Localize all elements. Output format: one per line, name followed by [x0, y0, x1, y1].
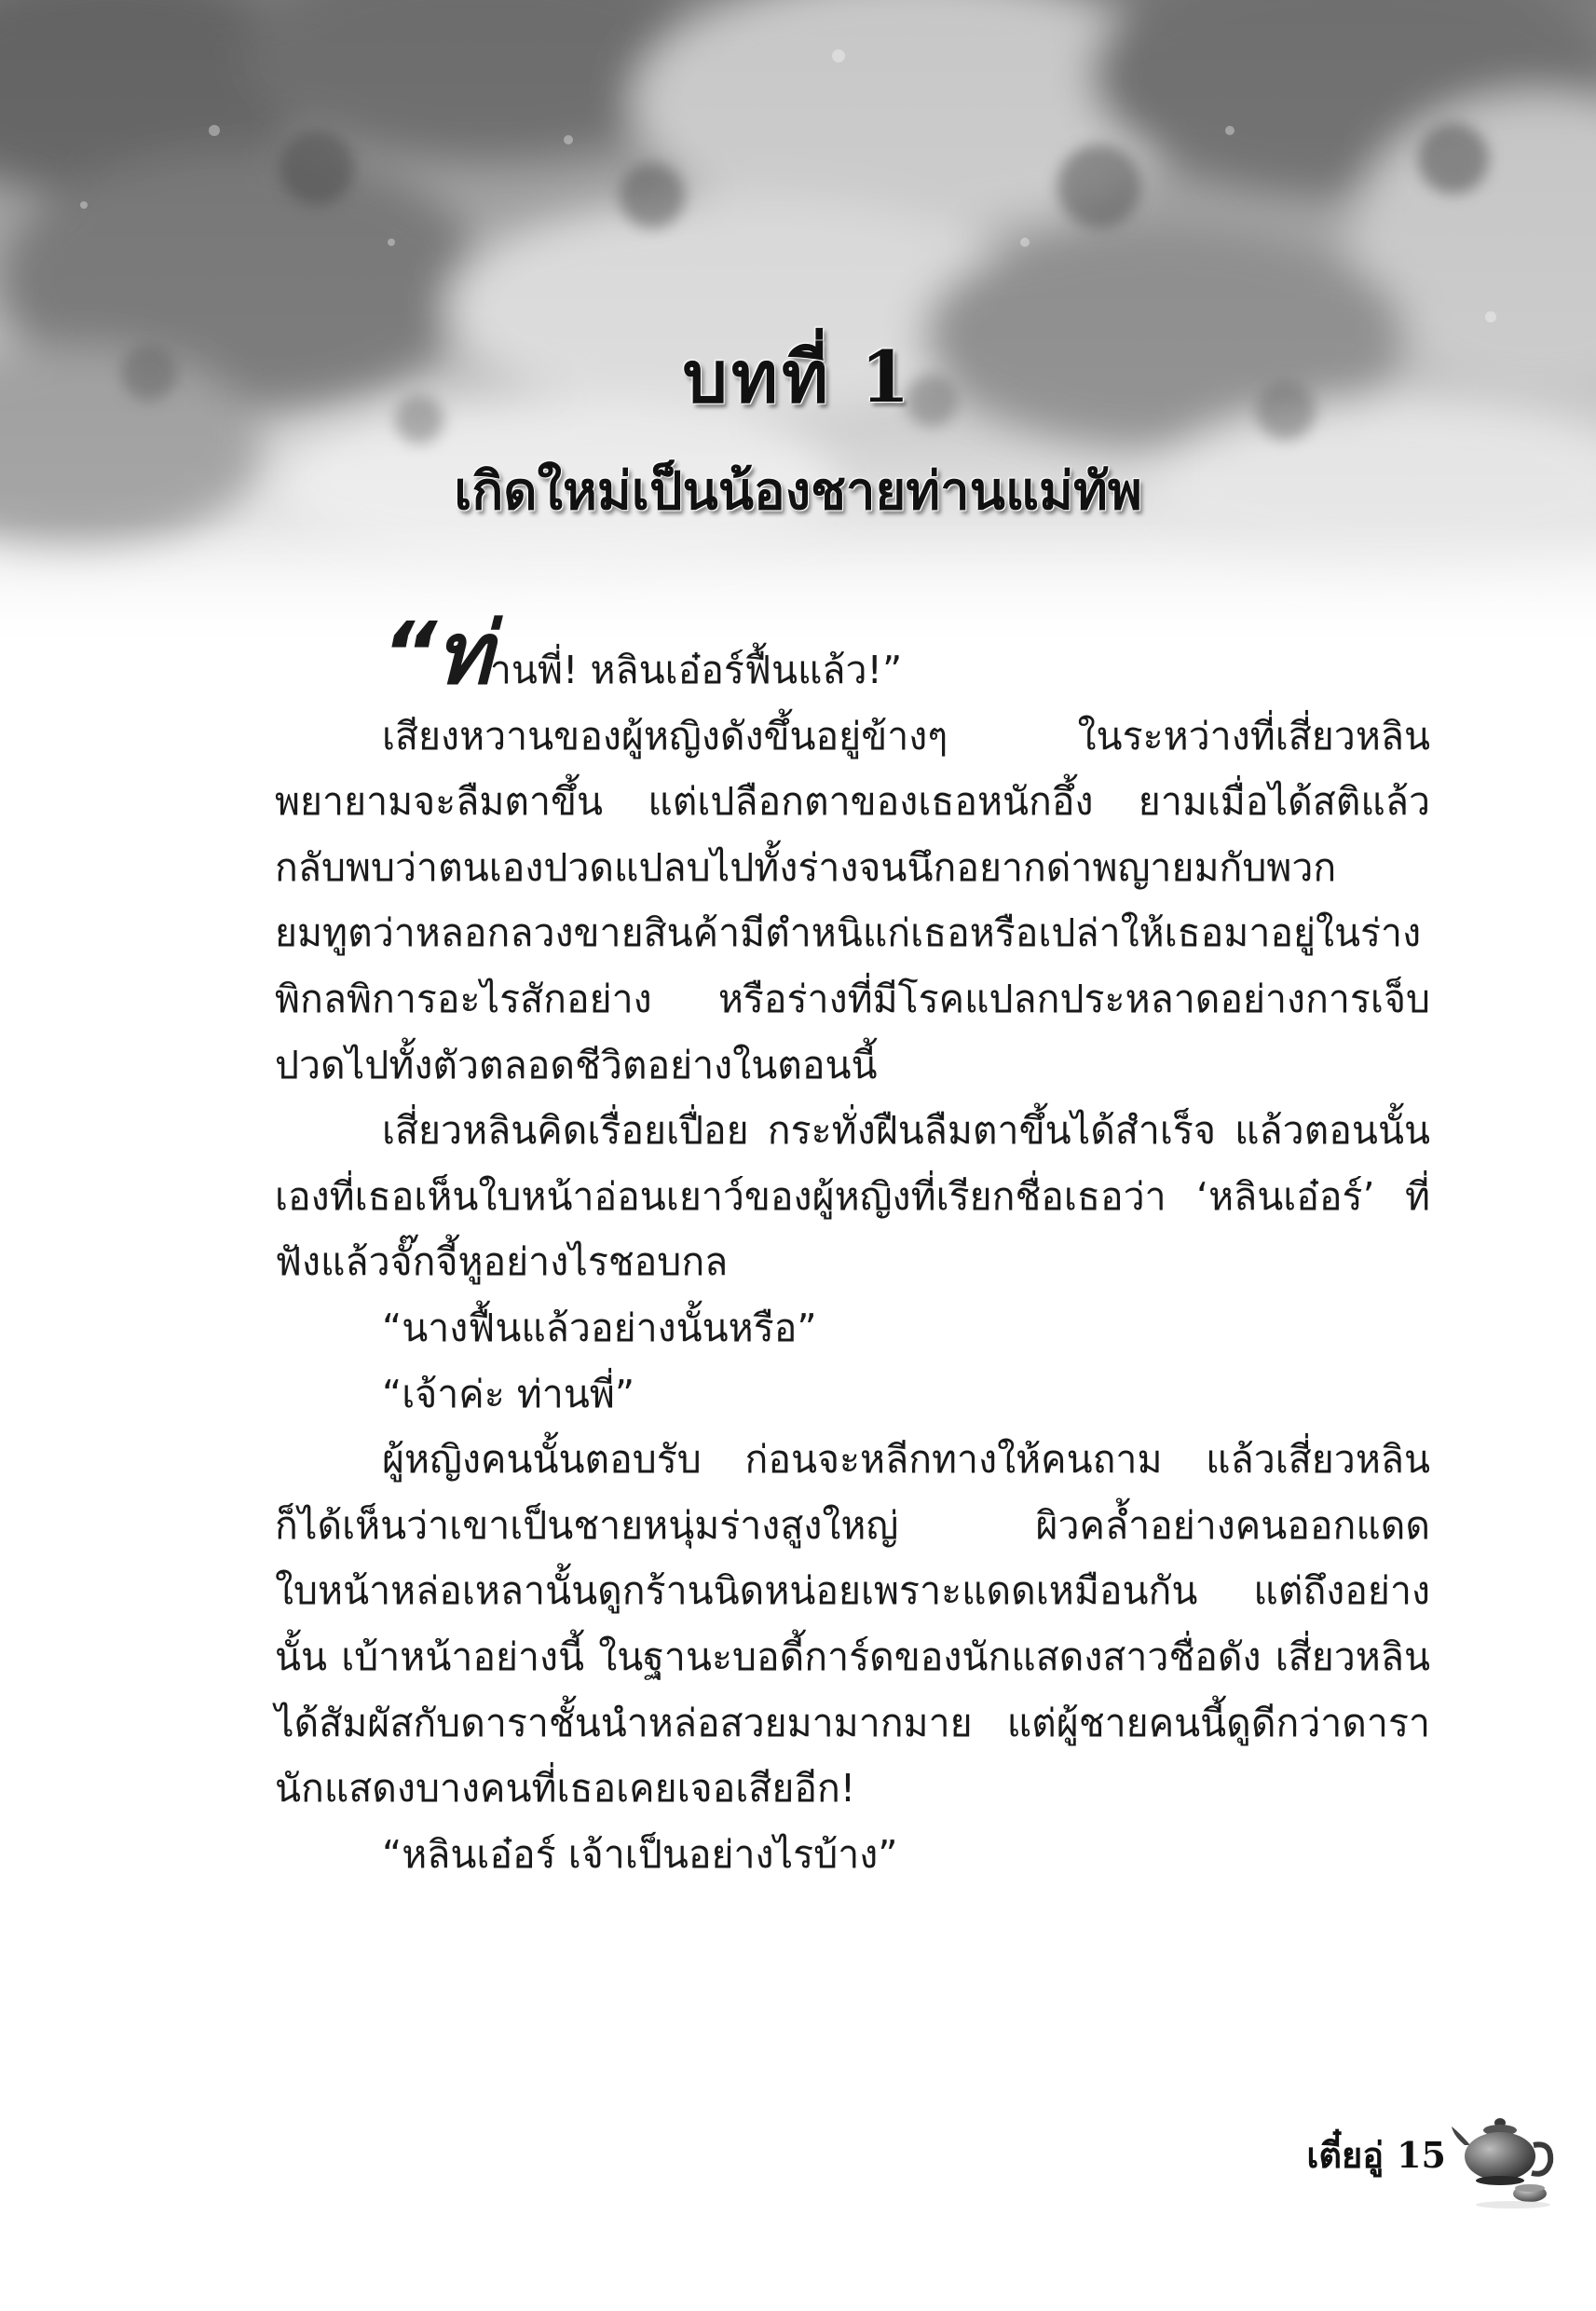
- page-footer: [1286, 2108, 1565, 2220]
- paragraph-4: “นางฟื้นแล้วอย่างนั้นหรือ”: [382, 1305, 817, 1350]
- drop-cap: “ท่: [382, 604, 490, 704]
- page-number: 15: [1397, 2134, 1446, 2176]
- paragraph-1: [275, 604, 1430, 704]
- paragraph-5: “เจ้าค่ะ ท่านพี่”: [382, 1371, 635, 1416]
- paragraph-7: “หลินเอ๋อร์ เจ้าเป็นอย่างไรบ้าง”: [382, 1831, 898, 1877]
- book-title: เตี๋ยอู่: [1306, 2134, 1385, 2176]
- chapter-title: เกิดใหม่เป็นน้องชายท่านแม่ทัพ: [454, 460, 1142, 522]
- paragraph-3: เสี่ยวหลินคิดเรื่อยเปื่อย กระทั่งฝืนลืมตาขึ้นได้สำเร็จ แล้วตอนนั้นเองที่เธอเห็นใบหน้าอ่อนเยาว์ของผู้หญิงที่เรียกชื่อเธอว่า ‘หลินเอ๋อร์’ ที่ฟังแล้วจั๊กจี้หูอย่างไรชอบกล: [275, 1108, 1430, 1285]
- paragraph-6: ผู้หญิงคนนั้นตอบรับ ก่อนจะหลีกทางให้คนถาม แล้วเสี่ยวหลินก็ได้เห็นว่าเขาเป็นชายหนุ่มร่างสูงใหญ่ ผิวคล้ำอย่างคนออกแดด ใบหน้าหล่อเหลานั้นดูกร้านนิดหน่อยเพราะแดดเหมือนกัน แต่ถึงอย่างนั้น เบ้าหน้าอย่างนี้ ในฐานะบอดี้การ์ดของนักแสดงสาวชื่อดัง เสี่ยวหลินได้สัมผัสกับดาราชั้นนำหล่อสวยมามากมาย แต่ผู้ชายคนนี้ดูดีกว่าดารานักแสดงบางคนที่เธอเคยเจอเสียอีก!: [275, 1437, 1430, 1812]
- paragraph-text: านพี่! หลินเอ๋อร์ฟื้นแล้ว!”: [489, 648, 903, 692]
- paragraph-2: เสียงหวานของผู้หญิงดังขึ้นอยู่ข้างๆ ในระหว่างที่เสี่ยวหลินพยายามจะลืมตาขึ้น แต่เปลือกตาของเธอหนักอึ้ง ยามเมื่อได้สติแล้ว กลับพบว่าตนเองปวดแปลบไปทั้งร่างจนนึกอยากด่าพญายมกับพวกยมทูตว่าหลอกลวงขายสินค้ามีตำหนิแก่เธอหรือเปล่าให้เธอมาอยู่ในร่างพิกลพิการอะไรสักอย่าง หรือร่างที่มีโรคแปลกประหลาดอย่างการเจ็บปวดไปทั้งตัวตลอดชีวิตอย่างในตอนนี้: [275, 713, 1430, 1087]
- teapot-icon: [1448, 2108, 1558, 2210]
- folio: [1306, 2126, 1446, 2183]
- chapter-body: [275, 604, 1430, 1887]
- chapter-number: บทที่ 1: [682, 335, 914, 418]
